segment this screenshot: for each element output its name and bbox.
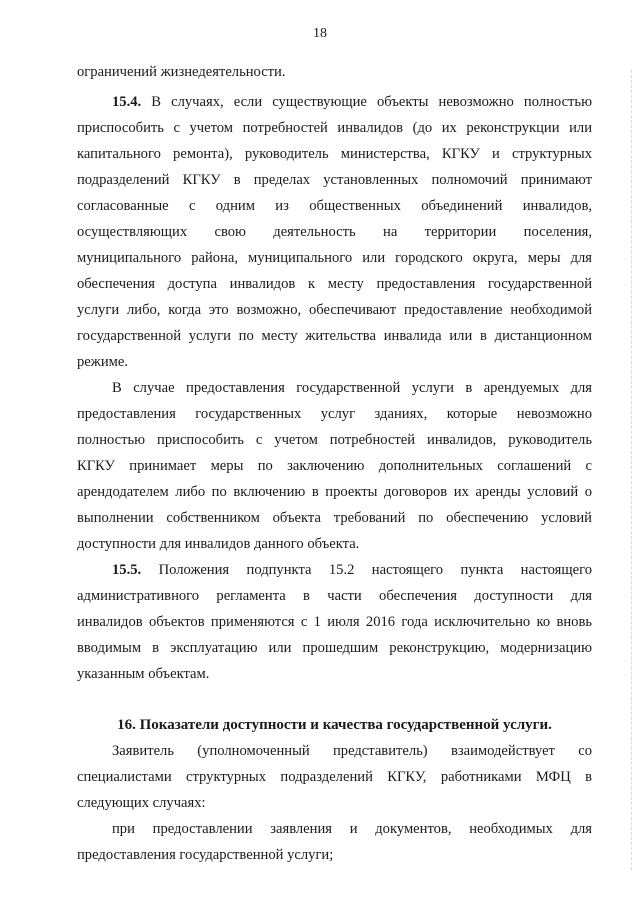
text-line: В случае предоставления государственной услуги в арендуемых для	[112, 380, 592, 396]
text-line: вводимым в эксплуатацию или прошедшим реконструкцию, модернизацию	[77, 640, 592, 656]
text-line: предоставления государственных услуг зданиях, которые невозможно	[77, 406, 592, 422]
clause-number-15-4: 15.4.	[112, 94, 142, 110]
text-line: при предоставлении заявления и документов, необходимых для	[112, 821, 592, 837]
text-line: арендодателем либо по включению в проекты договоров их аренды условий о	[77, 484, 592, 500]
text-line: осуществляющих свою деятельность на территории поселения,	[77, 224, 592, 240]
scan-edge-artifact	[630, 70, 632, 870]
paragraph-15-5-first-line	[112, 560, 592, 580]
text-line: указанным объектам.	[77, 666, 210, 682]
text-line: услуги либо, когда это возможно, обеспечивают предоставление необходимой	[77, 302, 592, 318]
text-line: согласованные с одним из общественных объединений инвалидов,	[77, 198, 592, 214]
page-number: 18	[313, 26, 327, 41]
text-line: Заявитель (уполномоченный представитель) взаимодействует со	[112, 743, 592, 759]
text-line: подразделений КГКУ в пределах установленных полномочий принимают	[77, 172, 592, 188]
text-line: муниципального района, муниципального или городского округа, меры для	[77, 250, 592, 266]
paragraph-15-4-first-line	[112, 92, 592, 112]
text-line: инвалидов объектов применяются с 1 июля 2016 года исключительно ко вновь	[77, 614, 592, 630]
text-line: обеспечения доступа инвалидов к месту предоставления государственной	[77, 276, 592, 292]
text-line: приспособить с учетом потребностей инвалидов (до их реконструкции или	[77, 120, 592, 136]
text-line: ограничений жизнедеятельности.	[77, 64, 286, 80]
text-line: капитального ремонта), руководитель министерства, КГКУ и структурных	[77, 146, 592, 162]
text-line: специалистами структурных подразделений КГКУ, работниками МФЦ в	[77, 769, 592, 785]
text-line: следующих случаях:	[77, 795, 206, 811]
section-heading-16: 16. Показатели доступности и качества государственной услуги.	[117, 717, 552, 733]
text-line: Положения подпункта 15.2 настоящего пункта настоящего	[158, 562, 593, 578]
text-line: государственной услуги по месту жительства инвалида или в дистанционном	[77, 328, 592, 344]
text-line: выполнении собственником объекта требований по обеспечению условий	[77, 510, 592, 526]
text-line: В случаях, если существующие объекты невозможно полностью	[151, 94, 592, 110]
text-line: предоставления государственной услуги;	[77, 847, 334, 863]
text-line: административного регламента в части обеспечения доступности для	[77, 588, 592, 604]
text-line: доступности для инвалидов данного объекта.	[77, 536, 360, 552]
text-line: КГКУ принимает меры по заключению дополнительных соглашений с	[77, 458, 592, 474]
text-line: режиме.	[77, 354, 129, 370]
clause-number-15-5: 15.5.	[112, 562, 142, 578]
text-line: полностью приспособить с учетом потребностей инвалидов, руководитель	[77, 432, 592, 448]
